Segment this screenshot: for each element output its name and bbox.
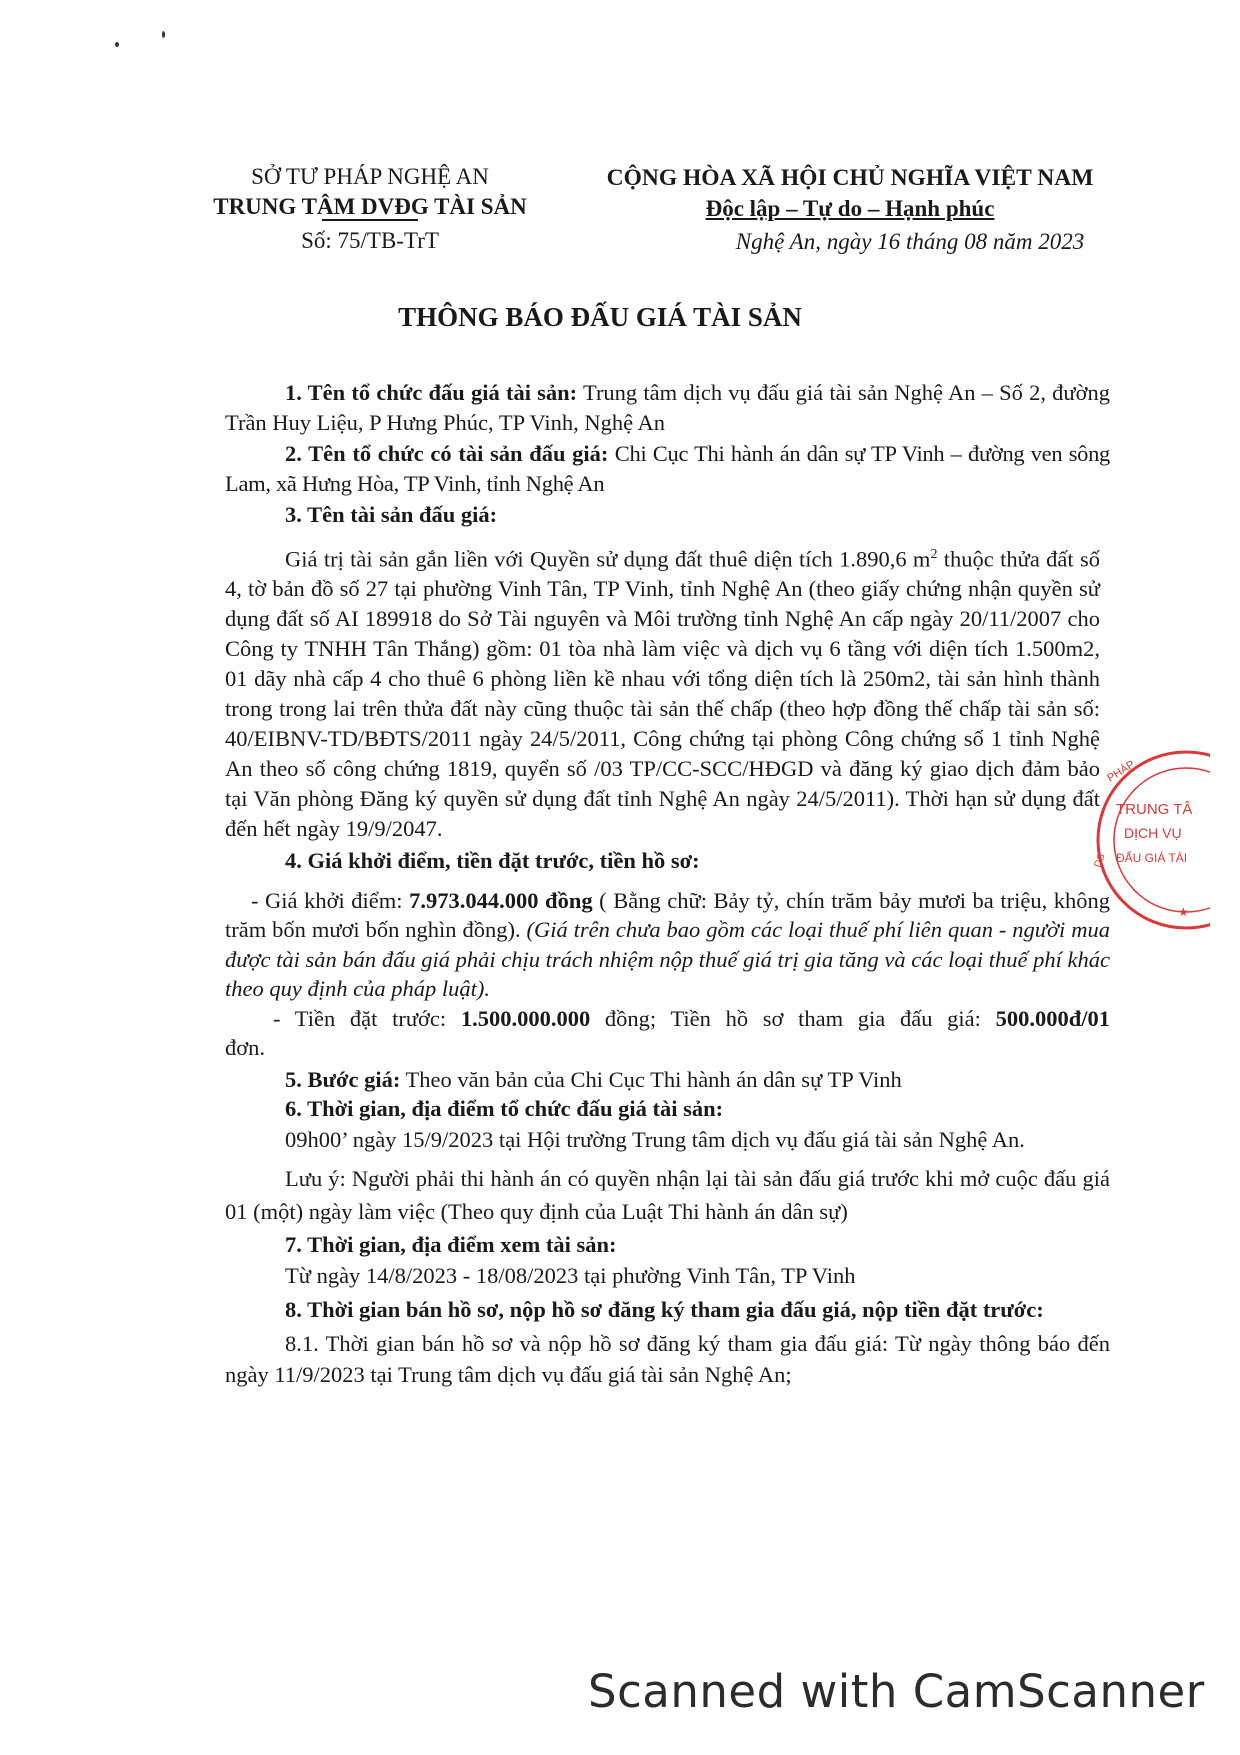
page-title: THÔNG BÁO ĐẤU GIÁ TÀI SẢN: [398, 302, 802, 332]
section-6-time-place: 09h00’ ngày 15/9/2023 tại Hội trường Trung tâm dịch vụ đấu giá tài sản Nghệ An.: [285, 1126, 1025, 1152]
section-4-deposit: [225, 1004, 1110, 1063]
document-body: [225, 378, 1110, 1390]
section-1-label: 1. Tên tổ chức đấu giá tài sản:: [285, 380, 578, 405]
section-3-text: [225, 540, 1110, 845]
section-1-text: Trung tâm dịch vụ đấu giá tài sản Nghệ An – Số 2, đường Trần Huy Liệu, P Hưng Phúc, TP Vinh, Nghệ An: [225, 380, 1110, 435]
stamp-line-3: ĐẤU GIÁ TÀI: [1116, 851, 1188, 865]
deposit-mid: đồng; Tiền hồ sơ tham gia đấu giá:: [590, 1005, 996, 1031]
section-3-text-b: thuộc thửa đất số 4, tờ bản đồ số 27 tại phường Vinh Tân, TP Vinh, tỉnh Nghệ An (theo giấy chứng nhận quyền sử dụng đất số AI 189918 do Sở Tài nguyên và Môi trường tỉnh Nghệ An cấp ngày 20/11/2007 cho Công ty TNHH Tân Thắng) gồm: 01 tòa nhà làm việc và dịch vụ 6 tầng với diện tích 1.500m2, 01 dãy nhà cấp 4 cho thuê 6 phòng liền kề nhau với tổng diện tích là 250m2, tài sản hình thành trong trong lai trên thửa đất này cũng thuộc tài sản thế chấp (theo hợp đồng thế chấp tài sản số: 40/EIBNV-TD/BĐTS/2011 ngày 24/5/2011, Công chứng tại phòng Công chứng số 1 tỉnh Nghệ An theo số công chứng 1819, quyển số /03 TP/CC-SCC/HĐGD và đăng ký giao dịch đảm bảo tại Văn phòng Đăng ký quyền sử dụng đất tỉnh Nghệ An ngày 24/5/2011). Thời hạn sử dụng đất đến hết ngày 19/9/2047.: [225, 546, 1100, 841]
stamp-side-text: DS: [1092, 852, 1108, 870]
section-8-1: [225, 1328, 1110, 1390]
stamp-top-text: PHÁP: [1105, 758, 1138, 785]
section-4-heading: [225, 846, 1110, 876]
section-5: [225, 1065, 1110, 1095]
stamp-line-1: TRUNG TÂ: [1116, 801, 1193, 818]
fee-value: 500.000đ/01: [995, 1005, 1110, 1031]
section-4-label: 4. Giá khởi điểm, tiền đặt trước, tiền hồ sơ:: [285, 848, 700, 873]
section-8-label: 8. Thời gian bán hồ sơ, nộp hồ sơ đăng ký tham gia đấu giá, nộp tiền đặt trước:: [285, 1296, 1044, 1322]
fee-suffix: đơn.: [225, 1035, 266, 1060]
section-1: [225, 378, 1110, 437]
section-3-heading: [225, 500, 1110, 530]
scan-speck: [115, 42, 119, 47]
place-date: Nghệ An, ngày 16 tháng 08 năm 2023: [735, 229, 1085, 254]
scan-speck: [162, 31, 165, 38]
section-4-price: [225, 886, 1110, 1004]
section-5-label: 5. Bước giá:: [285, 1066, 401, 1092]
section-5-text: Theo văn bản của Chi Cục Thi hành án dân sự TP Vinh: [400, 1066, 902, 1092]
section-7-time-place: Từ ngày 14/8/2023 - 18/08/2023 tại phường Vinh Tân, TP Vinh: [285, 1263, 856, 1288]
price-prefix: - Giá khởi điểm:: [251, 887, 410, 913]
area-unit-sup: 2: [930, 546, 938, 562]
section-2-text: Chi Cục Thi hành án dân sự TP Vinh – đường ven sông Lam, xã Hưng Hòa, TP Vinh, tỉnh Nghệ An: [225, 441, 1110, 496]
org-underline: [322, 219, 418, 221]
stamp-star-icon: ★: [1178, 905, 1189, 919]
org-line-2: [200, 194, 540, 220]
deposit-prefix: - Tiền đặt trước:: [273, 1005, 461, 1031]
section-6-heading: [225, 1094, 1110, 1124]
section-6-label: 6. Thời gian, địa điểm tổ chức đấu giá tài sản:: [285, 1096, 724, 1121]
section-6-note: [225, 1162, 1110, 1228]
price-value: 7.973.044.000 đồng: [409, 887, 593, 913]
section-2: [225, 439, 1110, 498]
scanner-watermark: Scanned with CamScanner: [588, 1665, 1205, 1718]
section-8-heading: [225, 1295, 1110, 1325]
price-note: (Giá trên chưa bao gồm các loại thuế phí liên quan - người mua được tài sản bán đấu giá phải chịu trách nhiệm nộp thuế giá trị gia tăng và các loại thuế phí khác theo quy định của pháp luật).: [225, 917, 1110, 1001]
deposit-value: 1.500.000.000: [460, 1005, 591, 1031]
section-7-heading: [225, 1230, 1110, 1260]
org-line-2-text: TRUNG TÂM DVĐG TÀI SẢN: [213, 194, 527, 219]
nation-title: CỘNG HÒA XÃ HỘI CHỦ NGHĨA VIỆT NAM: [606, 165, 1094, 191]
section-6-note-text: Lưu ý: Người phải thi hành án có quyền nhận lại tài sản đấu giá trước khi mở cuộc đấu giá 01 (một) ngày làm việc (Theo quy định của Luật Thi hành án dân sự): [225, 1165, 1110, 1224]
section-2-label: 2. Tên tổ chức có tài sản đấu giá:: [285, 441, 609, 466]
price-words: ( Bằng chữ: Bảy tỷ, chín trăm bảy mươi ba triệu, không trăm bốn mươi bốn nghìn đồng).: [225, 887, 1111, 942]
motto: Độc lập – Tự do – Hạnh phúc: [705, 196, 995, 221]
section-7-text: [225, 1261, 1110, 1291]
section-3-label: 3. Tên tài sản đấu giá:: [285, 502, 498, 527]
stamp-line-2: DỊCH VỤ: [1124, 825, 1182, 841]
section-7-label: 7. Thời gian, địa điểm xem tài sản:: [285, 1231, 617, 1257]
section-6-text: [225, 1124, 1110, 1156]
org-line-1: SỞ TƯ PHÁP NGHỆ AN: [251, 164, 489, 189]
section-8-1-text: 8.1. Thời gian bán hồ sơ và nộp hồ sơ đăng ký tham gia đấu giá: Từ ngày thông báo đến ngày 11/9/2023 tại Trung tâm dịch vụ đấu giá tài sản Nghệ An;: [225, 1331, 1110, 1387]
red-seal-stamp: [1086, 748, 1210, 934]
section-3-text-a: Giá trị tài sản gắn liền với Quyền sử dụng đất thuê diện tích 1.890,6 m: [285, 546, 931, 571]
doc-number: Số: 75/TB-TrT: [301, 228, 439, 253]
